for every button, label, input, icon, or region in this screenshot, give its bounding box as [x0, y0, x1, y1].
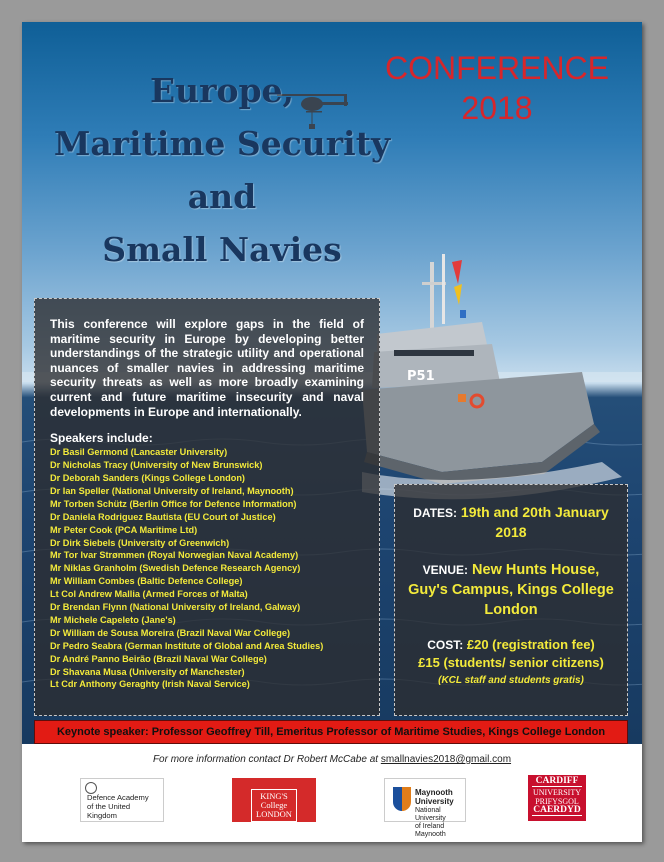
speaker-item: Dr William de Sousa Moreira (Brazil Naval War College): [50, 627, 291, 638]
speaker-item: Dr Ian Speller (National University of Ireland, Maynooth): [50, 485, 294, 496]
conference-year: [382, 48, 612, 128]
logo-text: UNIVERSITY: [533, 788, 581, 797]
cost-concession: £15 (students/ senior citizens): [418, 655, 604, 670]
speakers-heading: Speakers include:: [50, 431, 153, 446]
cost-label: COST:: [427, 638, 464, 652]
cost-note: (KCL staff and students gratis): [438, 675, 584, 686]
title-line: Europe,: [149, 71, 295, 110]
logo-text: PRIFYSGOL: [535, 797, 579, 806]
speaker-item: Dr Brendan Flynn (National University of Ireland, Galway): [50, 602, 301, 613]
speaker-item: Dr Basil Germond (Lancaster University): [50, 447, 228, 458]
logo-text: College: [260, 800, 288, 810]
title-line: Maritime Security: [53, 124, 391, 163]
speaker-item: Mr Peter Cook (PCA Maritime Ltd): [50, 524, 198, 535]
title-line: Small Navies: [102, 230, 342, 269]
defence-crest-icon: [85, 782, 97, 794]
speaker-item: Dr Shavana Musa (University of Manchester): [50, 666, 245, 677]
speaker-item: Mr Tor Ivar Strømmen (Royal Norwegian Naval Academy): [50, 550, 299, 561]
venue-label: VENUE:: [422, 563, 468, 577]
speaker-item: Dr Dirk Siebels (University of Greenwich): [50, 537, 230, 548]
speaker-item: Dr Pedro Seabra (German Institute of Global and Area Studies): [50, 640, 324, 651]
speaker-item: Lt Col Andrew Mallia (Armed Forces of Malta): [50, 589, 248, 600]
title-line: and: [187, 177, 257, 216]
description-text: This conference will explore gaps in the field of maritime security in Europe by developing better understandings of the strategic utility and operational nuances of smaller navies in addressing maritime security threats as well as more broadly examining current and future maritime insecurity and naval developments in Europe and internationally.: [50, 317, 364, 419]
cost-value: £20 (registration fee): [466, 637, 595, 652]
conference-label: CONFERENCE: [384, 50, 609, 86]
logo-text: Maynooth: [415, 788, 453, 797]
logo-text: National University: [415, 807, 446, 822]
contact-email-link[interactable]: smallnavies2018@gmail.com: [380, 754, 512, 765]
keynote-banner: Keynote speaker: Professor Geoffrey Till, Emeritus Professor of Maritime Studies, Kings College London: [34, 720, 628, 744]
logo-text: CARDIFF: [532, 777, 582, 787]
speakers-list: [50, 446, 364, 691]
defence-academy-logo: [80, 778, 164, 822]
speaker-item: Mr Michele Capeleto (Jane's): [50, 614, 176, 625]
cost-block: [403, 636, 619, 689]
venue-block: [403, 560, 619, 620]
speaker-item: Dr Nicholas Tracy (University of New Brunswick): [50, 460, 263, 471]
logo-text: Defence Academy: [87, 793, 149, 802]
description-panel: [34, 298, 380, 716]
speaker-item: Mr William Combes (Baltic Defence College): [50, 576, 243, 587]
contact-line: [22, 754, 642, 765]
event-info-panel: [394, 484, 628, 716]
contact-text: For more information contact Dr Robert McCabe at: [152, 754, 379, 765]
venue-value: New Hunts House, Guy's Campus, Kings College London: [408, 562, 614, 618]
cardiff-logo: [528, 775, 586, 821]
poster: [22, 22, 642, 842]
logo-text: KING'S: [260, 791, 288, 801]
logo-text: CAERDYD: [533, 805, 581, 815]
speaker-item: Mr Torben Schütz (Berlin Office for Defence Information): [50, 498, 297, 509]
maynooth-shield-icon: [393, 787, 411, 811]
patrol-ship-icon: [362, 254, 622, 499]
year-label: 2018: [461, 90, 533, 126]
maynooth-logo: [384, 778, 466, 838]
hero-image: [22, 22, 642, 744]
dates-label: DATES:: [413, 506, 458, 520]
speaker-item: Dr André Panno Beirão (Brazil Naval War College): [50, 653, 267, 664]
speaker-item: Dr Deborah Sanders (Kings College London): [50, 472, 245, 483]
logo-text: of the United Kingdom: [87, 802, 131, 820]
dates-value: 19th and 20th January 2018: [460, 504, 609, 540]
kings-college-logo: [232, 778, 316, 822]
hull-number: P51: [407, 369, 435, 384]
speaker-item: Lt Cdr Anthony Geraghty (Irish Naval Service): [50, 679, 250, 690]
logo-text: of Ireland Maynooth: [415, 823, 446, 838]
dates-block: [403, 503, 619, 542]
kcl-mark: [251, 789, 297, 822]
logo-text: LONDON: [256, 809, 292, 819]
conference-title: [32, 64, 412, 276]
speaker-item: Dr Daniela Rodriguez Bautista (EU Court of Justice): [50, 511, 276, 522]
speaker-item: Mr Niklas Granholm (Swedish Defence Research Agency): [50, 563, 301, 574]
logo-text: University: [415, 797, 454, 806]
